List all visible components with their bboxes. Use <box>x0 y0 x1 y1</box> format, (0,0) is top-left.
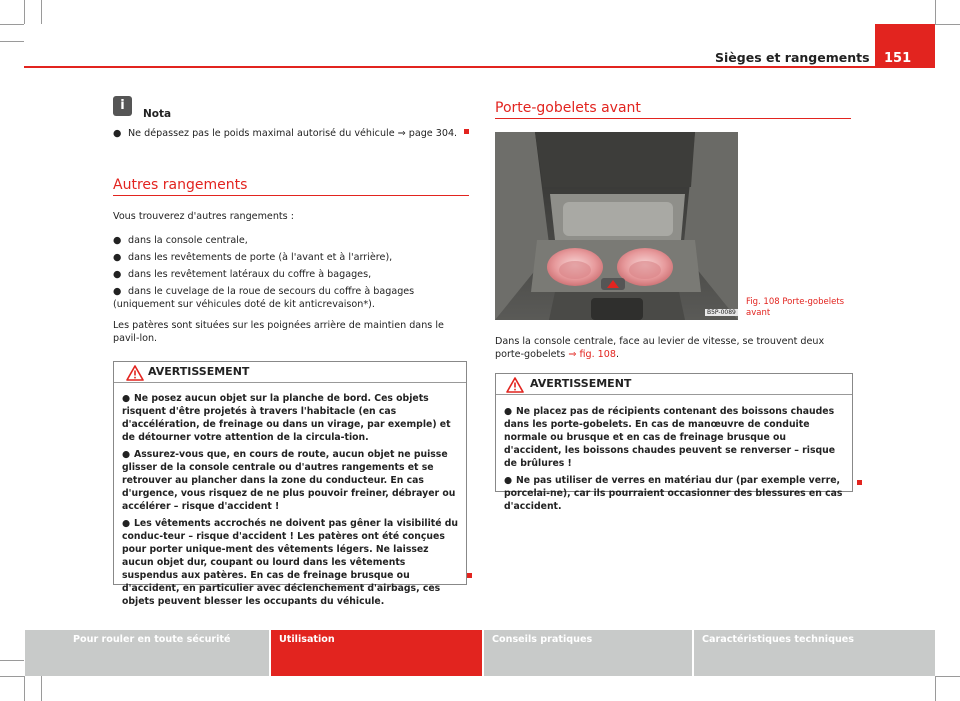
warning-item: ● Assurez-vous que, en cours de route, aucun objet ne puisse glisser de la console centrale ou d'autres rangements et se retrouver au plancher dans la zone du conducteur. En cas d'urgence, vous risquez de ne plus pouvoir freiner, débrayer ou accélérer – risque d'accident ! <box>122 449 456 512</box>
figure-link[interactable]: ⇒ fig. 108 <box>568 349 616 360</box>
bullet-icon: ● <box>113 286 122 297</box>
end-mark-icon <box>467 573 472 578</box>
section-heading: Autres rangements <box>113 177 248 193</box>
section-title: Sièges et rangements <box>715 50 870 65</box>
crop-mark <box>41 676 42 701</box>
crop-mark <box>41 0 42 24</box>
cup-holder-photo <box>495 132 738 320</box>
photo-code: B5P-0089 <box>707 309 736 316</box>
warning-body <box>504 405 844 517</box>
footer-tab-conseils[interactable]: Conseils pratiques <box>484 630 692 676</box>
crop-mark <box>0 660 24 661</box>
warning-title: AVERTISSEMENT <box>148 365 250 378</box>
warning-icon <box>506 377 524 393</box>
warning-item: ● Ne posez aucun objet sur la planche de bord. Ces objets risquent d'être projetés à travers l'habitacle (en cas d'accélération, de freinage ou dans un virage, par exemple) et de détourner votre attention de la circula-tion. <box>122 393 451 443</box>
crop-mark <box>0 41 24 42</box>
crop-mark <box>24 676 25 701</box>
list-item: ● dans les revêtement latéraux du coffre à bagages, <box>113 269 372 280</box>
warning-header <box>114 362 466 381</box>
crop-mark <box>935 0 936 24</box>
bullet-icon: ● <box>113 252 122 263</box>
crop-mark <box>935 676 960 677</box>
header-rule <box>24 66 934 68</box>
cup-holder-illustration <box>495 132 738 320</box>
figure-caption: Fig. 108 Porte-gobelets avant <box>746 297 845 318</box>
divider <box>496 394 852 395</box>
page-number: 151 <box>875 24 935 68</box>
crop-mark <box>935 24 960 25</box>
bullet-icon: ● <box>113 128 122 139</box>
warning-icon <box>126 365 144 381</box>
heading-rule <box>495 118 851 119</box>
footer-tab-caracteristiques[interactable]: Caractéristiques techniques <box>694 630 935 676</box>
warning-body <box>122 392 458 612</box>
bullet-icon: ● <box>113 235 122 246</box>
info-icon: i <box>113 96 132 116</box>
warning-item: ● Les vêtements accrochés ne doivent pas gêner la visibilité du conduc-teur – risque d'accident ! Les patères ont été conçues pour porter unique-ment des vêtements légers. Ne laissez aucun objet dur, coupant ou lourd dans les vêtements suspendus aux patères. En cas de freinage brusque ou d'accident, en particulier avec déclenchement d'airbags, ces objets peuvent blesser les occupants du véhicule. <box>122 518 459 607</box>
list-item: ● dans les revêtements de porte (à l'avant et à l'arrière), <box>113 252 393 263</box>
cup-holder-text: Dans la console centrale, face au levier de vitesse, se trouvent deux porte-gobelets ⇒ fig. 108. <box>495 336 825 360</box>
footer-tab-safety[interactable]: Pour rouler en toute sécurité <box>25 630 269 676</box>
bullet-icon: ● <box>113 269 122 280</box>
crop-mark <box>0 676 24 677</box>
warning-title: AVERTISSEMENT <box>530 377 632 390</box>
heading-rule <box>113 195 469 196</box>
nota-item <box>113 127 469 140</box>
end-mark-icon <box>857 480 862 485</box>
crop-mark <box>935 676 936 701</box>
nota-text: Ne dépassez pas le poids maximal autorisé du véhicule ⇒ page 304. <box>128 128 458 139</box>
warning-box <box>495 373 853 512</box>
warning-item: ● Ne placez pas de récipients contenant des boissons chaudes dans les porte-gobelets. En cas de manœuvre de conduite normale ou brusque et en cas de freinage brusque ou d'accident, les boissons chaudes peuvent se renverser – risque de brûlures ! <box>504 406 836 469</box>
warning-header <box>496 374 852 393</box>
end-mark-icon <box>464 129 469 134</box>
divider <box>114 382 466 383</box>
intro-text: Vous trouverez d'autres rangements : <box>113 211 294 222</box>
crop-mark <box>0 24 24 25</box>
warning-item: ● Ne pas utiliser de verres en matériau dur (par exemple verre, porcelai-ne), car ils pourraient occasionner des blessures en cas d'accident. <box>504 475 843 512</box>
warning-box <box>113 361 467 607</box>
footer-tab-utilisation[interactable]: Utilisation <box>271 630 482 676</box>
section-heading: Porte-gobelets avant <box>495 100 641 116</box>
list-item: ● dans le cuvelage de la roue de secours du coffre à bagages (uniquement sur véhicules doté de kit anticrevaison*). <box>113 286 415 310</box>
list-item: ● dans la console centrale, <box>113 235 248 246</box>
hooks-text: Les patères sont situées sur les poignées arrière de maintien dans le pavil-lon. <box>113 320 444 344</box>
nota-title: Nota <box>143 108 172 120</box>
crop-mark <box>24 0 25 24</box>
